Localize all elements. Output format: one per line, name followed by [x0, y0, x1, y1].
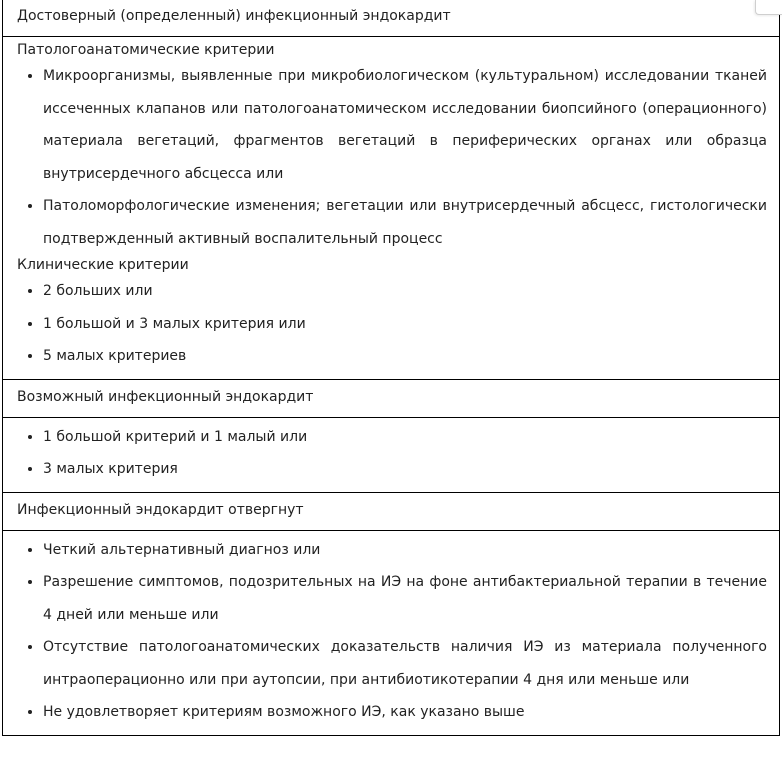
list-item: • 2 больших или [43, 275, 767, 308]
clinical-criteria-heading: Клинические критерии [17, 257, 189, 273]
rejected-criteria-list [17, 534, 767, 729]
possible-header-row [3, 379, 780, 417]
definite-header-row [3, 0, 780, 37]
pathology-criteria-list [17, 60, 767, 255]
list-item: • Не удовлетворяет критериям возможного ИЭ, как указано выше [43, 696, 767, 729]
possible-title: Возможный инфекционный эндокардит [3, 379, 780, 417]
list-item: • 1 большой и 3 малых критерия или [43, 308, 767, 341]
list-item: • Микроорганизмы, выявленные при микробиологическом (культуральном) исследовании тканей иссеченных клапанов или патологоанатомическом исследовании биопсийного (операционного) материала вегетаций, фрагментов вегетаций в периферических органах или образца внутрисердечного абсцесса или [43, 60, 767, 190]
list-item: • 5 малых критериев [43, 340, 767, 373]
corner-tab[interactable] [755, 0, 782, 15]
list-item: • 1 большой критерий и 1 малый или [43, 421, 767, 454]
pathology-criteria-heading: Патологоанатомические критерии [17, 42, 275, 58]
criteria-table [2, 0, 780, 736]
possible-criteria-list [17, 421, 767, 486]
possible-body-row [3, 417, 780, 492]
rejected-body [3, 530, 780, 735]
definite-body [3, 37, 780, 380]
clinical-criteria-list [17, 275, 767, 373]
list-item: • Четкий альтернативный диагноз или [43, 534, 767, 567]
rejected-body-row [3, 530, 780, 735]
list-item: • Разрешение симптомов, подозрительных на ИЭ на фоне антибактериальной терапии в течение 4 дней или меньше или [43, 566, 767, 631]
list-item: • 3 малых критерия [43, 453, 767, 486]
definite-title: Достоверный (определенный) инфекционный эндокардит [3, 0, 780, 37]
rejected-header-row [3, 492, 780, 530]
possible-body [3, 417, 780, 492]
definite-body-row [3, 37, 780, 380]
list-item: • Отсутствие патологоанатомических доказательств наличия ИЭ из материала полученного интраоперационно или при аутопсии, при антибиотикотерапии 4 дня или меньше или [43, 631, 767, 696]
list-item: • Патоломорфологические изменения; вегетации или внутрисердечный абсцесс, гистологически подтвержденный активный воспалительный процесс [43, 190, 767, 255]
rejected-title: Инфекционный эндокардит отвергнут [3, 492, 780, 530]
